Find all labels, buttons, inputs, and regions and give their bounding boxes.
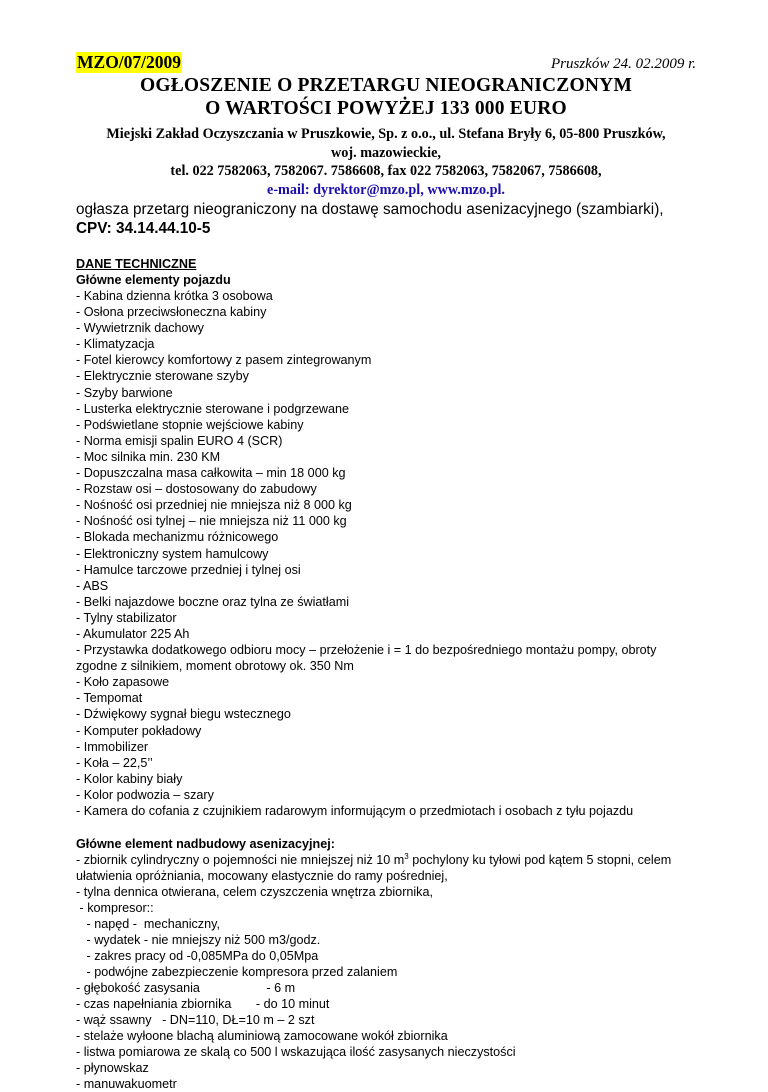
list-item: - Elektroniczny system hamulcowy bbox=[76, 546, 269, 561]
list-item: - manuwakuometr bbox=[76, 1077, 177, 1092]
announcement-title-line1: OGŁOSZENIE O PRZETARGU NIEOGRANICZONYM bbox=[139, 75, 633, 96]
list-item: - Moc silnika min. 230 KM bbox=[76, 449, 221, 464]
body-elements-list bbox=[76, 852, 696, 1092]
list-item: - Kamera do cofania z czujnikiem radarowym informującym o przedmiotach i osobach z tyłu pojazdu bbox=[76, 804, 634, 818]
list-item: - Nośność osi tylnej – nie mniejsza niż 11 000 kg bbox=[76, 514, 347, 529]
announcement-title-line2: O WARTOŚCI POWYŻEJ 133 000 EURO bbox=[205, 98, 567, 119]
tender-intro: ogłasza przetarg nieograniczony na dostawę samochodu asenizacyjnego (szambiarki), bbox=[76, 201, 664, 218]
list-item: - Osłona przeciwsłoneczna kabiny bbox=[76, 305, 267, 320]
list-item: - Kabina dzienna krótka 3 osobowa bbox=[76, 289, 273, 303]
list-item: - stelaże wyłoone blachą aluminiową zamocowane wokół zbiornika bbox=[76, 1029, 448, 1044]
list-item: - Koła – 22,5’’ bbox=[76, 755, 153, 770]
list-item: - Belki najazdowe boczne oraz tylna ze światłami bbox=[76, 594, 349, 609]
list-item: - Komputer pokładowy bbox=[76, 723, 202, 738]
organization-contact: tel. 022 7582063, 7582067. 7586608, fax 022 7582063, 7582067, 7586608, bbox=[170, 163, 602, 179]
list-item: - Koło zapasowe bbox=[76, 675, 170, 690]
list-item: - Szyby barwione bbox=[76, 385, 173, 400]
list-item: - napęd - mechaniczny, bbox=[76, 917, 220, 932]
list-item: - Immobilizer bbox=[76, 739, 149, 754]
list-item: - Klimatyzacja bbox=[76, 337, 155, 352]
list-item: - Blokada mechanizmu różnicowego bbox=[76, 530, 279, 545]
list-item: - zakres pracy od -0,085MPa do 0,05Mpa bbox=[76, 949, 319, 964]
organization-line1: Miejski Zakład Oczyszczania w Pruszkowie, Sp. z o.o., ul. Stefana Bryły 6, 05-800 Pruszków, bbox=[106, 126, 666, 142]
list-item-tank bbox=[76, 852, 696, 884]
list-item: - Akumulator 225 Ah bbox=[76, 626, 190, 641]
list-item: - ABS bbox=[76, 578, 109, 593]
list-item: - wąż ssawny - DN=110, DŁ=10 m – 2 szt bbox=[76, 1013, 315, 1028]
list-item: - płynowskaz bbox=[76, 1061, 149, 1076]
cpv-code: CPV: 34.14.44.10-5 bbox=[76, 220, 211, 237]
list-item: - Norma emisji spalin EURO 4 (SCR) bbox=[76, 433, 283, 448]
list-item: - podwójne zabezpieczenie kompresora przed zalaniem bbox=[76, 965, 398, 980]
list-item: - kompresor:: bbox=[76, 901, 154, 916]
list-item: - Nośność osi przedniej nie mniejsza niż 8 000 kg bbox=[76, 498, 352, 513]
tank-superscript: 3 bbox=[404, 852, 409, 862]
list-item: - tylna dennica otwierana, celem czyszczenia wnętrza zbiornika, bbox=[76, 885, 433, 900]
section-title-technical-data: DANE TECHNICZNE bbox=[76, 257, 197, 271]
tank-text-start: - zbiornik cylindryczny o pojemności nie mniejszej niż 10 m bbox=[76, 853, 405, 868]
list-item: - czas napełniania zbiornika - do 10 minut bbox=[76, 997, 330, 1012]
tank-text-end: pochylony ku tyłowi pod kątem 5 stopni, celem ułatwienia opróżniania, mocowany elastycznie do ramy pośredniej, bbox=[76, 853, 672, 884]
list-item: - Przystawka dodatkowego odbioru mocy – przełożenie i = 1 do bezpośredniego montażu pompy, obroty zgodne z silnikiem, moment obrotowy ok. 350 Nm bbox=[76, 643, 657, 674]
list-item: - Hamulce tarczowe przedniej i tylnej osi bbox=[76, 562, 301, 577]
list-item: - Kolor kabiny biały bbox=[76, 771, 183, 786]
vehicle-elements-heading: Główne elementy pojazdu bbox=[76, 273, 231, 287]
list-item: - głębokość zasysania - 6 m bbox=[76, 981, 296, 996]
document-header bbox=[76, 52, 696, 74]
place-and-date: Pruszków 24. 02.2009 r. bbox=[550, 56, 696, 72]
list-item: - Fotel kierowcy komfortowy z pasem zintegrowanym bbox=[76, 353, 372, 368]
reference-number: MZO/07/2009 bbox=[77, 52, 182, 72]
list-item: - Dźwiękowy sygnał biegu wstecznego bbox=[76, 707, 291, 722]
document-page bbox=[76, 52, 696, 1092]
list-item: - Dopuszczalna masa całkowita – min 18 000 kg bbox=[76, 466, 346, 481]
list-item: - Rozstaw osi – dostosowany do zabudowy bbox=[76, 482, 317, 497]
list-item: - Kolor podwozia – szary bbox=[76, 787, 214, 802]
list-item: - Elektrycznie sterowane szyby bbox=[76, 369, 249, 384]
organization-line2: woj. mazowieckie, bbox=[331, 144, 441, 161]
list-item: - listwa pomiarowa ze skalą co 500 l wskazująca ilość zasysanych nieczystości bbox=[76, 1045, 516, 1060]
email-website-link[interactable]: e-mail: dyrektor@mzo.pl, www.mzo.pl. bbox=[267, 181, 505, 198]
body-elements-heading: Główne element nadbudowy asenizacyjnej: bbox=[76, 837, 335, 852]
list-item: - Lusterka elektrycznie sterowane i podgrzewane bbox=[76, 401, 350, 416]
list-item: - Wywietrznik dachowy bbox=[76, 321, 204, 336]
list-item: - Tempomat bbox=[76, 691, 143, 706]
list-item: - Podświetlane stopnie wejściowe kabiny bbox=[76, 417, 304, 432]
list-item: - Tylny stabilizator bbox=[76, 610, 177, 625]
vehicle-elements-list bbox=[76, 288, 696, 819]
list-item: - wydatek - nie mniejszy niż 500 m3/godz. bbox=[76, 933, 321, 948]
